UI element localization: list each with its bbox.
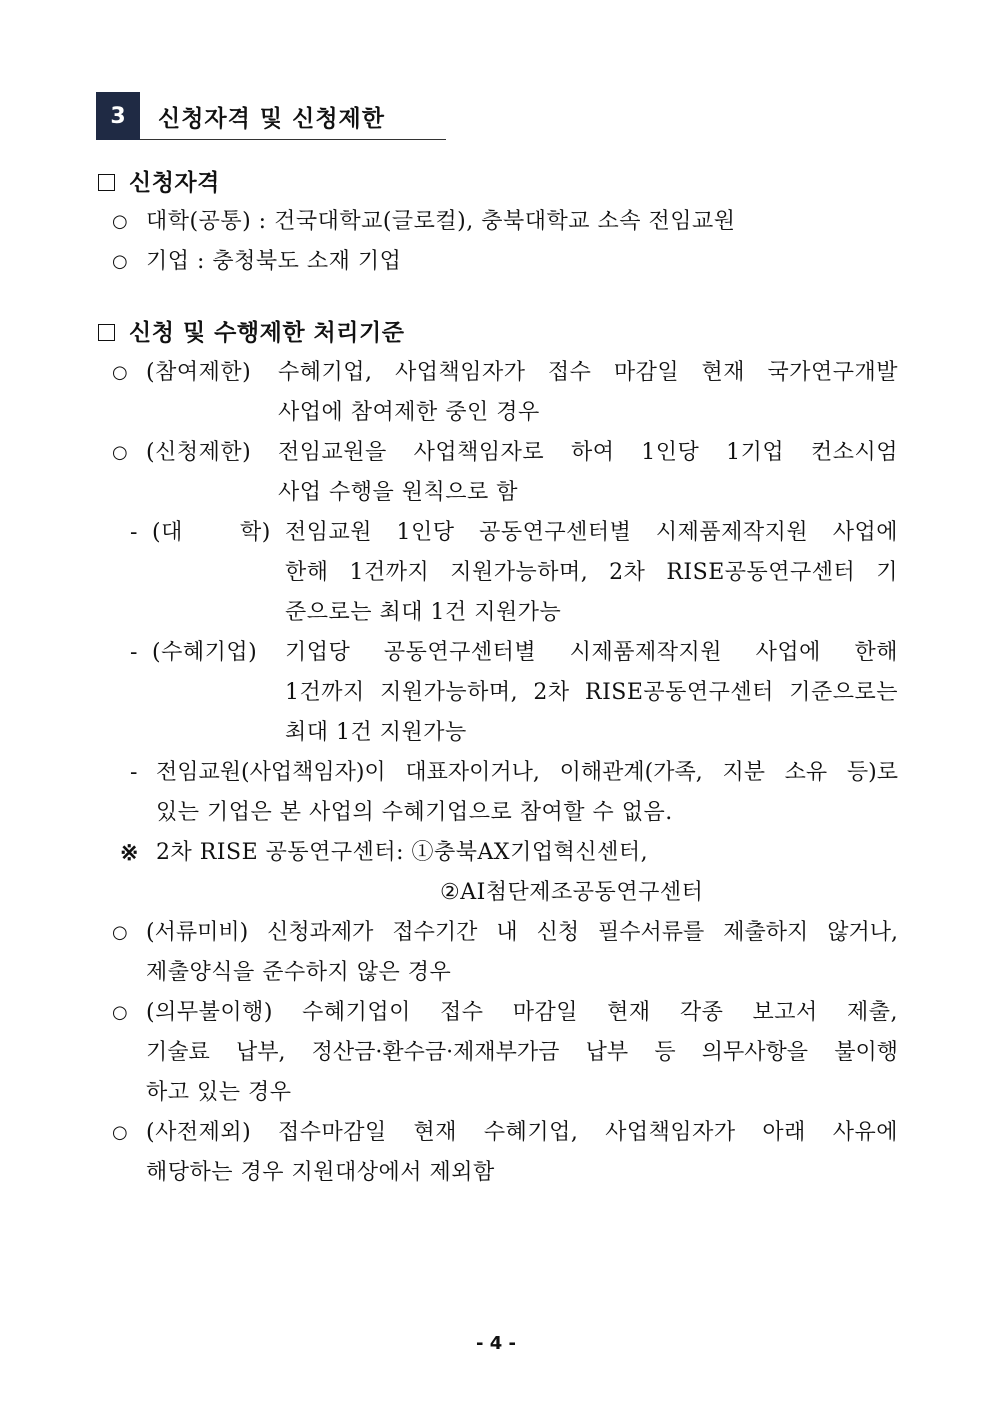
page-number: - 4 -	[476, 1333, 516, 1354]
restrictions-heading	[98, 313, 404, 353]
company-label: (수혜기업)	[152, 640, 258, 665]
circle-bullet-icon: ○	[112, 251, 128, 272]
dash-bullet: -	[130, 760, 138, 785]
documents-text: 제출양식을 준수하지 않은 경우	[146, 960, 452, 985]
exclusion-text: 해당하는 경우 지원대상에서 제외함	[146, 1160, 495, 1185]
application-text: 사업 수행을 원칙으로 함	[278, 480, 519, 505]
restrictions-heading-text: 신청 및 수행제한 처리기준	[129, 320, 405, 346]
section-header	[96, 92, 446, 140]
circle-bullet-icon: ○	[112, 922, 128, 943]
circle-bullet-icon: ○	[112, 1002, 128, 1023]
obligation-text: (의무불이행) 수혜기업이 접수 마감일 현재 각종 보고서 제출,	[146, 1000, 898, 1025]
note-mark: ※	[120, 840, 139, 866]
circle-bullet-icon: ○	[112, 211, 128, 232]
note-text: ②AI첨단제조공동연구센터	[440, 880, 704, 905]
dash-bullet: -	[130, 520, 138, 545]
circle-bullet-icon: ○	[112, 1122, 128, 1143]
eligibility-heading	[98, 163, 220, 203]
documents-text: (서류미비) 신청과제가 접수기간 내 신청 필수서류를 제출하지 않거나,	[146, 920, 898, 945]
obligation-text: 기술료 납부, 정산금·환수금·제재부가금 납부 등 의무사항을 불이행	[146, 1040, 898, 1065]
dash-bullet: -	[130, 640, 138, 665]
eligibility-item: 기업 : 충청북도 소재 기업	[146, 249, 402, 274]
university-label-open: (대	[152, 520, 183, 545]
participation-text: 사업에 참여제한 중인 경우	[278, 400, 540, 425]
company-text: 1건까지 지원가능하며, 2차 RISE공동연구센터 기준으로는	[285, 680, 898, 705]
conflict-text: 전임교원(사업책임자)이 대표자이거나, 이해관계(가족, 지분 소유 등)로	[156, 760, 898, 785]
university-text: 한해 1건까지 지원가능하며, 2차 RISE공동연구센터 기	[285, 560, 898, 585]
university-text: 전임교원 1인당 공동연구센터별 시제품제작지원 사업에	[285, 520, 898, 545]
university-text: 준으로는 최대 1건 지원가능	[285, 600, 562, 625]
participation-label: (참여제한)	[146, 360, 252, 385]
circle-bullet-icon: ○	[112, 442, 128, 463]
university-label-close: 학)	[240, 520, 271, 545]
application-label: (신청제한)	[146, 440, 252, 465]
participation-text: 수혜기업, 사업책임자가 접수 마감일 현재 국가연구개발	[278, 360, 898, 385]
eligibility-item: 대학(공통) : 건국대학교(글로컬), 충북대학교 소속 전임교원	[146, 209, 736, 234]
checkbox-square-icon	[98, 324, 115, 341]
company-text: 최대 1건 지원가능	[285, 720, 467, 745]
circle-bullet-icon: ○	[112, 362, 128, 383]
note-text: 2차 RISE 공동연구센터: ①충북AX기업혁신센터,	[156, 840, 649, 865]
checkbox-square-icon	[98, 174, 115, 191]
section-title: 신청자격 및 신청제한	[158, 106, 385, 132]
company-text: 기업당 공동연구센터별 시제품제작지원 사업에 한해	[285, 640, 898, 665]
conflict-text: 있는 기업은 본 사업의 수혜기업으로 참여할 수 없음.	[156, 800, 673, 825]
section-underline	[140, 139, 446, 140]
section-number: 3	[96, 92, 140, 140]
application-text: 전임교원을 사업책임자로 하여 1인당 1기업 컨소시엄	[278, 440, 898, 465]
eligibility-heading-text: 신청자격	[129, 170, 220, 196]
obligation-text: 하고 있는 경우	[146, 1080, 292, 1105]
exclusion-text: (사전제외) 접수마감일 현재 수혜기업, 사업책임자가 아래 사유에	[146, 1120, 898, 1145]
